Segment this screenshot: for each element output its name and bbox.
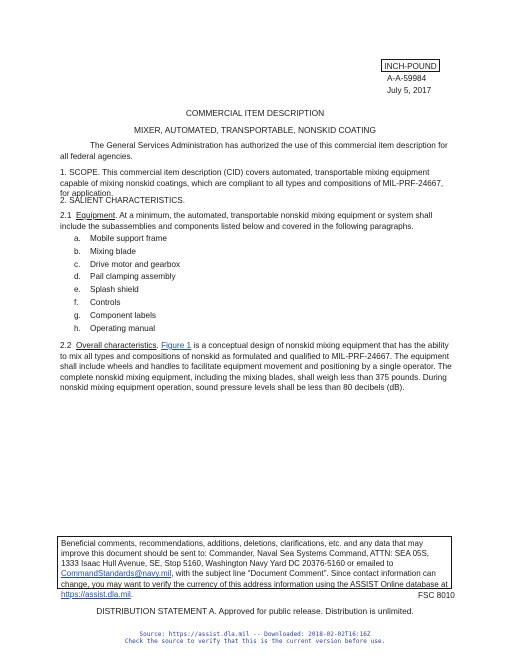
email-link[interactable]: CommandStandards@navy.mil	[61, 569, 172, 579]
list-item-label: Controls	[90, 297, 121, 307]
inch-pound-box: INCH-POUND	[381, 59, 440, 72]
paragraph-2-1-heading: Equipment	[75, 211, 116, 220]
list-item-label: Component labels	[90, 310, 156, 320]
list-item-letter: b.	[74, 246, 81, 256]
list-item	[74, 324, 180, 337]
assist-link[interactable]: https://assist.dla.mil	[61, 589, 131, 599]
list-item-label: Mixing blade	[90, 246, 136, 256]
distribution-statement: DISTRIBUTION STATEMENT A. Approved for public release. Distribution is unlimited.	[96, 606, 414, 616]
source-line: Source: https://assist.dla.mil -- Downloaded: 2018-02-02T16:16Z	[139, 631, 371, 638]
verify-line: Check the source to verify that this is the current version before use.	[124, 638, 386, 646]
list-item	[74, 285, 180, 298]
list-item	[74, 272, 180, 285]
document-subtitle: MIXER, AUTOMATED, TRANSPORTABLE, NONSKID COATING	[134, 125, 376, 135]
list-item	[74, 247, 180, 260]
list-item-letter: g.	[74, 310, 81, 320]
list-item-label: Mobile support frame	[90, 234, 167, 243]
list-item-letter: h.	[74, 323, 81, 333]
list-item-label: Splash shield	[90, 285, 139, 295]
list-item	[74, 234, 180, 247]
paragraph-2-1	[60, 211, 452, 232]
paragraph-2-1-number: 2.1	[60, 211, 72, 220]
list-item	[74, 311, 180, 324]
list-item-label: Drive motor and gearbox	[90, 259, 181, 269]
list-item-letter: d.	[74, 272, 81, 282]
comments-text-2: , with the subject line “Document Comment”. Since contact information can change, you may want to verify the currency of this address information using the ASSIST Online database at	[61, 569, 448, 589]
document-number: A-A-59984	[387, 74, 427, 83]
document-date: July 5, 2017	[387, 86, 432, 95]
paragraph-2-2	[60, 341, 452, 394]
list-item-letter: c.	[74, 259, 81, 269]
comments-text-1: Beneficial comments, recommendations, additions, deletions, clarifications, etc. and any data that may improve this document should be sent to: Commander, Naval Sea Systems Command, ATTN: SEA 05S, 1333 Isaac Hull Avenue, SE, Stop 5160, Washington Navy Yard DC 20376-5160 or emailed to	[61, 539, 430, 569]
paragraph-2-2-heading: Overall characteristics	[75, 341, 157, 350]
comments-text-3: .	[130, 589, 134, 599]
list-item-label: Operating manual	[90, 323, 156, 333]
component-list	[74, 234, 180, 336]
salient-heading: 2. SALIENT CHARACTERISTICS.	[60, 196, 185, 205]
list-item-label: Pail clamping assembly	[90, 272, 176, 282]
figure-1-link[interactable]: Figure 1	[161, 341, 192, 350]
paragraph-2-2-text: is a conceptual design of nonskid mixing equipment that has the ability to mix all types and compositions of nonskid as formulated and qualified to MIL-PRF-24667. The equipment shall include wheels and handles to facilitate equipment movement and positioning by a single operator. The complete nonskid mixing equipment, including the mixing blades, shall weigh less than 375 pounds. During nonskid mixing equipment operation, sound pressure levels shall be less than 80 decibels (dB).	[60, 341, 452, 392]
intro-paragraph: The General Services Administration has authorized the use of this commercial item description for all federal agencies.	[60, 141, 448, 161]
fsc-code: FSC 8010	[418, 591, 455, 600]
source-footer	[0, 631, 510, 646]
list-item-letter: a.	[74, 234, 81, 243]
paragraph-2-2-number: 2.2	[60, 341, 72, 350]
list-item	[74, 298, 180, 311]
paragraph-2-1-text: . At a minimum, the automated, transportable nonskid mixing equipment or system shall include the subassemblies and components listed below and covered in the following paragraphs.	[60, 211, 433, 231]
list-item-letter: e.	[74, 285, 81, 295]
paragraph-2-2-sep: .	[156, 341, 162, 350]
scope-paragraph: 1. SCOPE. This commercial item description (CID) covers automated, transportable mixing equipment capable of mixing nonskid coatings, which are compliant to all types and compositions of MIL-PRF-24667, for application.	[60, 168, 444, 198]
list-item-letter: f.	[74, 297, 79, 307]
document-title: COMMERCIAL ITEM DESCRIPTION	[185, 108, 325, 118]
list-item	[74, 260, 180, 273]
